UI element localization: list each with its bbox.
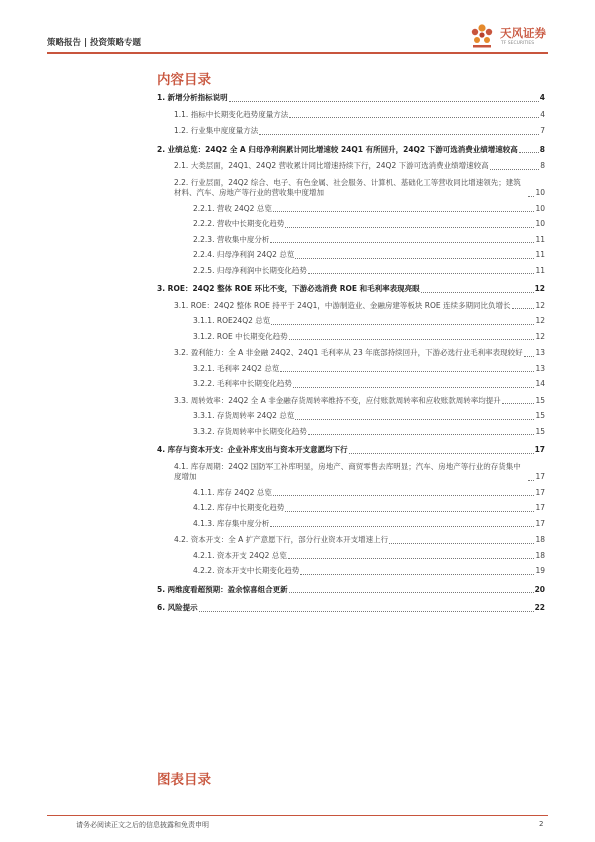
toc-dot-leader	[273, 210, 535, 212]
toc-dot-leader	[280, 370, 534, 372]
toc-page-number: 12	[534, 284, 545, 293]
toc-entry[interactable]	[157, 535, 545, 546]
toc-page-number: 18	[535, 535, 545, 544]
toc-entry[interactable]	[157, 488, 545, 499]
toc-page-number: 18	[535, 550, 545, 560]
toc-entry-title: 3.3.1. 存货周转率 24Q2 总览	[193, 411, 295, 420]
toc-entry-title: 1. 新增分析指标说明	[157, 93, 228, 102]
toc-dot-leader	[349, 452, 534, 454]
toc-entry[interactable]	[157, 551, 545, 562]
toc-entry-title: 4.1.2. 库存中长期变化趋势	[193, 503, 285, 512]
toc-page-number: 11	[535, 250, 545, 259]
toc-page-number: 17	[535, 487, 545, 497]
toc-entry-title: 3.3. 周转效率：24Q2 全 A 非金融存货周转率维持不变，应付账款周转率和应收账款周转率均提升	[174, 395, 501, 405]
toc-dot-leader	[519, 151, 539, 153]
toc-dot-leader	[528, 479, 534, 481]
toc-entry[interactable]	[157, 110, 545, 121]
toc-page-number: 8	[539, 144, 545, 154]
toc-dot-leader	[308, 272, 535, 274]
toc-page-number: 8	[540, 161, 545, 170]
toc-dot-leader	[288, 557, 535, 559]
footer-divider	[47, 815, 548, 816]
toc-entry-title: 1.2. 行业集中度度量方法	[174, 126, 259, 135]
toc-entry-title: 2.2.5. 归母净利润中长期变化趋势	[193, 265, 307, 275]
toc-entry[interactable]	[157, 145, 545, 156]
toc-dot-leader	[293, 386, 535, 388]
toc-page-number: 4	[540, 109, 545, 119]
toc-entry[interactable]	[157, 364, 545, 375]
toc-dot-leader	[229, 100, 539, 102]
toc-entry-title: 3.1.2. ROE 中长期变化趋势	[193, 331, 288, 341]
toc-entry-title: 3.2.1. 毛利率 24Q2 总览	[193, 363, 280, 373]
toc-entry[interactable]	[157, 284, 545, 295]
toc-page-number: 10	[535, 219, 545, 228]
toc-dot-leader	[270, 525, 534, 527]
toc-entry-title: 3. ROE：24Q2 整体 ROE 环比不变，下游必选消费 ROE 和毛利率表现亮眼	[157, 284, 420, 293]
toc-entry[interactable]	[157, 316, 545, 327]
toc-entry-title: 3.2. 盈利能力：全 A 非金融 24Q2、24Q1 毛利率从 23 年底部持续回升，下游必选行业毛利率表现较好	[174, 348, 523, 357]
toc-entry[interactable]	[157, 204, 545, 215]
toc-page-number: 19	[535, 566, 545, 575]
toc-entry[interactable]	[157, 250, 545, 261]
toc-page-number: 7	[540, 126, 545, 135]
toc-entry[interactable]	[157, 161, 545, 172]
toc-page-number: 13	[535, 363, 545, 373]
tf-securities-logo	[468, 22, 558, 54]
toc-entry[interactable]	[157, 379, 545, 390]
toc-dot-leader	[273, 494, 535, 496]
toc-entry[interactable]	[157, 178, 545, 199]
figures-list-title: 图表目录	[157, 772, 211, 788]
toc-dot-leader	[295, 418, 534, 420]
toc-page-number: 13	[535, 348, 545, 357]
toc-dot-leader	[421, 291, 534, 293]
brand-name: 天风证券	[500, 26, 546, 40]
toc-page-number: 4	[539, 93, 545, 102]
toc-page-number: 15	[535, 395, 545, 405]
toc-entry-title: 4.2.1. 资本开支 24Q2 总览	[193, 550, 287, 560]
toc-entry-title: 2. 业绩总览：24Q2 全 A 归母净利润累计同比增速较 24Q1 有所回升，24Q2 下游可选消费业绩增速较高	[157, 144, 518, 154]
page-number: 2	[539, 820, 544, 828]
toc-dot-leader	[300, 573, 534, 575]
toc-page-number: 10	[535, 203, 545, 213]
toc-entry-title: 4.2.2. 资本开支中长期变化趋势	[193, 566, 300, 575]
toc-entry-title: 3.1. ROE：24Q2 整体 ROE 持平于 24Q1，中游制造业、金融房建等板块 ROE 连续多期同比负增长	[174, 300, 511, 310]
toc-entry-title: 4.2. 资本开支：全 A 扩产意愿下行，部分行业资本开支增速上行	[174, 535, 389, 544]
toc-page-number: 14	[535, 379, 545, 388]
toc-dot-leader	[512, 307, 535, 309]
toc-entry-title: 5. 两维度看超预期：盈余惊喜组合更新	[157, 584, 288, 594]
table-of-contents	[157, 93, 545, 614]
toc-dot-leader	[490, 168, 540, 170]
header-divider	[47, 52, 548, 54]
toc-entry-title: 2.2. 行业层面，24Q2 综合、电子、有色金属、社会服务、计算机、基础化工等营收同比增速领先；建筑材料、汽车、房地产等行业的营收集中度增加	[174, 177, 521, 197]
toc-entry[interactable]	[157, 427, 545, 438]
toc-entry[interactable]	[157, 235, 545, 246]
toc-page-number: 12	[535, 316, 545, 325]
toc-entry[interactable]	[157, 445, 545, 456]
toc-entry[interactable]	[157, 585, 545, 596]
toc-dot-leader	[289, 338, 535, 340]
toc-page-number: 15	[535, 426, 545, 436]
toc-title: 内容目录	[157, 72, 211, 88]
toc-entry-title: 4. 库存与资本开支：企业补库支出与资本开支意愿均下行	[157, 445, 348, 454]
toc-entry-title: 4.1.1. 库存 24Q2 总览	[193, 487, 272, 497]
toc-dot-leader	[295, 257, 534, 259]
toc-page-number: 20	[534, 584, 545, 594]
toc-entry[interactable]	[157, 301, 545, 312]
toc-page-number: 10	[535, 188, 545, 197]
toc-entry-title: 1.1. 指标中长期变化趋势度量方法	[174, 109, 289, 119]
toc-entry-title: 2.1. 大类层面，24Q1、24Q2 营收累计同比增速持续下行，24Q2 下游可选消费业绩增速较高	[174, 161, 489, 170]
toc-dot-leader	[285, 226, 534, 228]
toc-entry[interactable]	[157, 503, 545, 514]
toc-page-number: 17	[535, 503, 545, 512]
toc-entry-title: 4.1. 库存周期：24Q2 国防军工补库明显，房地产、商贸零售去库明显；汽车、房地产等行业的存货集中度增加	[174, 461, 521, 481]
toc-entry[interactable]	[157, 219, 545, 230]
toc-dot-leader	[285, 510, 534, 512]
toc-entry-title: 3.2.2. 毛利率中长期变化趋势	[193, 379, 292, 388]
toc-entry[interactable]	[157, 396, 545, 407]
flower-logo-icon	[468, 22, 496, 52]
toc-entry[interactable]	[157, 519, 545, 530]
toc-entry[interactable]	[157, 411, 545, 422]
toc-entry-title: 2.2.1. 营收 24Q2 总览	[193, 203, 272, 213]
toc-dot-leader	[270, 241, 534, 243]
toc-dot-leader	[528, 195, 534, 197]
toc-dot-leader	[289, 591, 534, 593]
toc-entry[interactable]	[157, 348, 545, 359]
toc-entry-title: 2.2.2. 营收中长期变化趋势	[193, 219, 285, 228]
toc-entry-title: 4.1.3. 库存集中度分析	[193, 518, 270, 528]
toc-entry[interactable]	[157, 462, 545, 483]
brand-subtitle: TF SECURITIES	[501, 41, 535, 46]
toc-page-number: 12	[535, 331, 545, 341]
toc-dot-leader	[259, 133, 539, 135]
toc-page-number: 15	[535, 411, 545, 420]
toc-entry[interactable]	[157, 126, 545, 137]
toc-page-number: 17	[534, 445, 545, 454]
toc-dot-leader	[199, 610, 534, 612]
toc-entry-title: 3.3.2. 存货周转率中长期变化趋势	[193, 426, 307, 436]
toc-page-number: 17	[535, 518, 545, 528]
disclaimer-text: 请务必阅读正文之后的信息披露和免责申明	[76, 821, 209, 829]
toc-entry-title: 3.1.1. ROE24Q2 总览	[193, 316, 271, 325]
toc-page-number: 12	[535, 300, 545, 310]
toc-entry[interactable]	[157, 266, 545, 277]
toc-entry-title: 2.2.4. 归母净利润 24Q2 总览	[193, 250, 295, 259]
toc-entry-title: 2.2.3. 营收集中度分析	[193, 234, 270, 244]
toc-entry[interactable]	[157, 93, 545, 104]
toc-dot-leader	[289, 116, 539, 118]
toc-page-number: 11	[535, 234, 545, 244]
toc-dot-leader	[271, 323, 534, 325]
toc-dot-leader	[502, 402, 535, 404]
toc-page-number: 17	[535, 472, 545, 481]
toc-page-number: 22	[534, 603, 545, 612]
toc-entry[interactable]	[157, 603, 545, 614]
report-category: 策略报告 | 投资策略专题	[47, 38, 142, 48]
toc-entry[interactable]	[157, 566, 545, 577]
toc-page-number: 11	[535, 265, 545, 275]
toc-dot-leader	[389, 542, 534, 544]
toc-entry-title: 6. 风险提示	[157, 603, 198, 612]
toc-entry[interactable]	[157, 332, 545, 343]
toc-dot-leader	[524, 355, 535, 357]
toc-dot-leader	[308, 433, 535, 435]
